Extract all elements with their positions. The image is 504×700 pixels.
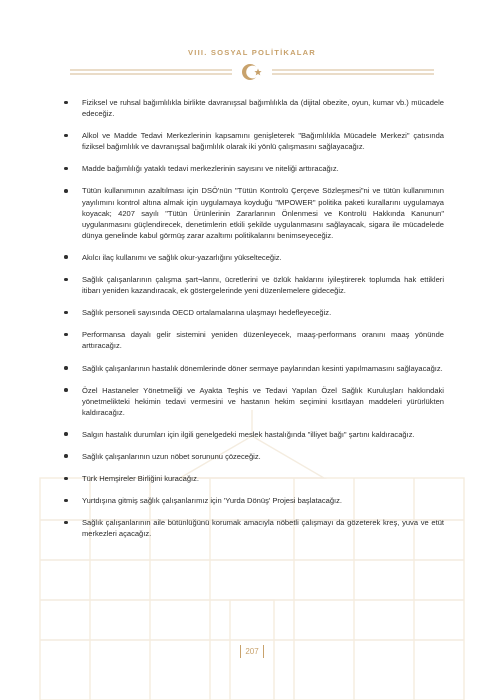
list-item — [62, 185, 444, 240]
bullet-icon — [64, 432, 68, 436]
crescent-star-ornament — [0, 60, 504, 84]
list-item — [62, 495, 444, 506]
list-item — [62, 473, 444, 484]
bullet-icon — [64, 454, 68, 458]
bullet-icon — [64, 388, 68, 392]
item-text: Yurtdışına gitmiş sağlık çalışanlarımız için 'Yurda Dönüş' Projesi başlatacağız. — [82, 496, 343, 506]
item-text: Tütün kullanımının azaltılması için DSÖ'nün "Tütün Kontrolü Çerçeve Sözleşmesi"ni ve tütün kullanımının yayılımını kontrol altına almak için uygulamaya koyduğu "MPOWER" politika paketi kurallarını uygulamaya koyacak; 4207 sayılı "Tütün Ürünlerinin Zararlarının Önlenmesi ve Kontrolü Hakkında Kanunun" uygulanmasını güçlendirecek, denetimlerin etkili şekilde uygulanmasını sağlayacak, sigara ile mücadelede dünya genelinde kabul görmüş zarar azaltımı politikalarını benimseyeceğiz. — [82, 186, 444, 240]
item-text: Sağlık personeli sayısında OECD ortalamalarına ulaşmayı hedefleyeceğiz. — [82, 308, 332, 318]
list-item — [62, 517, 444, 539]
list-item — [62, 385, 444, 418]
bullet-icon — [64, 101, 68, 105]
item-text: Fiziksel ve ruhsal bağımlılıkla birlikte davranışsal bağımlılıkla da (dijital obezite, oyun, kumar vb.) mücadele edeceğiz. — [82, 98, 444, 119]
item-text: Türk Hemşireler Birliğini kuracağız. — [82, 474, 200, 484]
bullet-icon — [64, 278, 68, 282]
item-text: Özel Hastaneler Yönetmeliği ve Ayakta Teşhis ve Tedavi Yapılan Özel Sağlık Kuruluşları hakkındaki yönetmelikteki hekimin tedavi vermesini ve hastanın hekim seçimini kısıtlayan maddeleri yürürlükten kaldıracağız. — [82, 385, 444, 417]
list-item — [62, 97, 444, 119]
list-item — [62, 329, 444, 351]
list-item — [62, 363, 444, 374]
bullet-icon — [64, 521, 68, 525]
list-item — [62, 274, 444, 296]
bullet-icon — [64, 189, 68, 193]
item-text: Salgın hastalık durumları için ilgili genelgedeki meslek hastalığında "illiyet bağı" şartını kaldıracağız. — [82, 429, 415, 439]
list-item — [62, 429, 444, 440]
bullet-icon — [64, 134, 68, 138]
bullet-icon — [64, 167, 68, 171]
item-text: Alkol ve Madde Tedavi Merkezlerinin kapsamını genişleterek "Bağımlılıkla Mücadele Merkezi" çatısında fiziksel bağımlılık ve davranışsal bağımlılık olarak iki yönlü çalışmasını sağlayacağız. — [82, 131, 444, 152]
item-text: Sağlık çalışanlarının uzun nöbet sorununu çözeceğiz. — [82, 451, 261, 461]
bullet-icon — [64, 366, 68, 370]
item-text: Sağlık çalışanlarının hastalık dönemlerinde döner sermaye paylarından kesinti yapılmamasını sağlayacağız. — [82, 363, 443, 373]
bullet-icon — [64, 477, 68, 481]
list-item — [62, 252, 444, 263]
policy-list — [62, 97, 444, 539]
item-text: Sağlık çalışanlarının çalışma şart¬larını, ücretlerini ve özlük haklarını iyileştirerek toplumda hak ettikleri itibarı yeniden kazandıracak, ek göstergelerinde yeni düzenlemelere gideceğiz. — [82, 275, 444, 296]
bullet-icon — [64, 499, 68, 503]
item-text: Sağlık çalışanlarının aile bütünlüğünü korumak amacıyla nöbetli çalışmayı da gözeterek kreş, yuva ve etüt merkezleri açacağız. — [82, 518, 444, 539]
item-text: Madde bağımlılığı yataklı tedavi merkezlerinin sayısını ve niteliği arttıracağız. — [82, 164, 339, 174]
page-number — [0, 647, 504, 656]
bullet-icon — [64, 255, 68, 259]
list-item — [62, 451, 444, 462]
section-header: VIII. SOSYAL POLİTİKALAR — [188, 48, 316, 57]
bullet-icon — [64, 311, 68, 315]
list-item — [62, 130, 444, 152]
item-text: Performansa dayalı gelir sistemini yeniden düzenleyecek, maaş-performans oranını maaş yönünde arttıracağız. — [82, 330, 444, 351]
bullet-icon — [64, 333, 68, 337]
page-number-label: 207 — [240, 645, 263, 658]
list-item — [62, 163, 444, 174]
list-item — [62, 307, 444, 318]
item-text: Akılcı ilaç kullanımı ve sağlık okur-yazarlığını yükselteceğiz. — [82, 252, 282, 262]
